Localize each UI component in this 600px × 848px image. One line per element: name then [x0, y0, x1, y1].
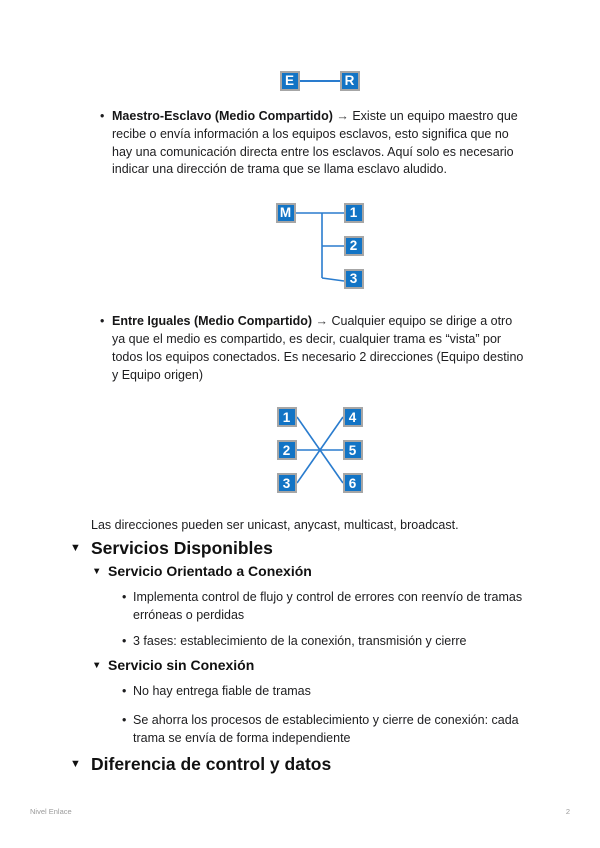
heading-text: Diferencia de control y datos: [91, 753, 332, 774]
node-4: 4: [343, 407, 363, 427]
node-5: 5: [343, 440, 363, 460]
bullet-icon: •: [100, 109, 105, 123]
node-r: R: [340, 71, 360, 91]
er-diagram-canvas: [280, 71, 360, 91]
toggle-triangle-icon: ▼: [92, 659, 102, 671]
list-item-entre-iguales: [100, 313, 527, 384]
addresses-note: Las direcciones pueden ser unicast, anycast, multicast, broadcast.: [91, 518, 459, 533]
node-master: M: [276, 203, 296, 223]
node-3: 3: [277, 473, 297, 493]
toggle-triangle-icon: ▼: [92, 566, 102, 578]
term-bold: Maestro-Esclavo (Medio Compartido): [112, 109, 333, 123]
footer-page-number: 2: [565, 807, 570, 816]
heading-diferencia-control-datos: [70, 754, 600, 774]
peer-diagram: [112, 384, 527, 493]
node-slave-2: 2: [344, 236, 364, 256]
node-6: 6: [343, 473, 363, 493]
node-1: 1: [277, 407, 297, 427]
list-item-control-flujo: [122, 589, 528, 625]
arrow-icon: →: [315, 314, 328, 329]
footer-document-title: Nivel Enlace: [30, 807, 72, 816]
node-slave-1: 1: [344, 203, 364, 223]
heading-servicio-sin-conexion: [92, 657, 600, 674]
node-e: E: [280, 71, 300, 91]
heading-servicio-orientado: [92, 563, 600, 580]
bullet-icon: •: [122, 590, 127, 605]
heading-text: Servicio sin Conexión: [108, 656, 255, 673]
bullet-icon: •: [100, 314, 105, 329]
term-description: Existe un equipo maestro que recibe o envía información a los equipos esclavos, esto significa que no hay una comunicación directa entre los esclavos. Aquí solo es necesario indicar una dirección de trama que se llama esclavo aludido.: [112, 109, 518, 177]
heading-text: Servicio Orientado a Conexión: [108, 563, 312, 580]
bullet-icon: •: [122, 713, 127, 728]
peer-diagram-canvas: [277, 407, 363, 493]
toggle-triangle-icon: ▼: [70, 542, 81, 555]
bullet-icon: •: [122, 683, 127, 698]
node-slave-3: 3: [344, 269, 364, 289]
connector-line: [298, 80, 342, 82]
heading-servicios-disponibles: [70, 538, 600, 558]
list-item-text: Se ahorra los procesos de establecimiento y cierre de conexión: cada trama se envía de forma independiente: [133, 713, 519, 746]
er-diagram: [112, 71, 527, 91]
list-item-maestro-esclavo: [100, 108, 527, 179]
node-2: 2: [277, 440, 297, 460]
toggle-triangle-icon: ▼: [70, 757, 81, 770]
heading-text: Servicios Disponibles: [91, 538, 273, 559]
master-slave-canvas: [276, 203, 364, 289]
master-slave-diagram: [112, 179, 527, 289]
list-item-text: [112, 313, 527, 384]
arrow-icon: →: [336, 109, 349, 123]
term-description: Cualquier equipo se dirige a otro ya que el medio es compartido, es decir, cualquier trama es “vista” por todos los equipos conectados. Es necesario 2 direcciones (Equipo destino y Equipo origen): [112, 314, 524, 382]
list-item-3-fases: [122, 633, 528, 651]
term-bold: Entre Iguales (Medio Compartido): [112, 314, 313, 329]
bullet-icon: •: [122, 633, 127, 648]
list-item-entrega-fiable: [122, 683, 528, 701]
list-item-ahorra-procesos: [122, 712, 528, 748]
list-item-text: 3 fases: establecimiento de la conexión, transmisión y cierre: [133, 633, 467, 648]
list-item-text: [112, 108, 527, 179]
list-item-text: No hay entrega fiable de tramas: [133, 683, 311, 698]
list-item-text: Implementa control de flujo y control de errores con reenvío de tramas erróneas o perdidas: [133, 590, 523, 622]
